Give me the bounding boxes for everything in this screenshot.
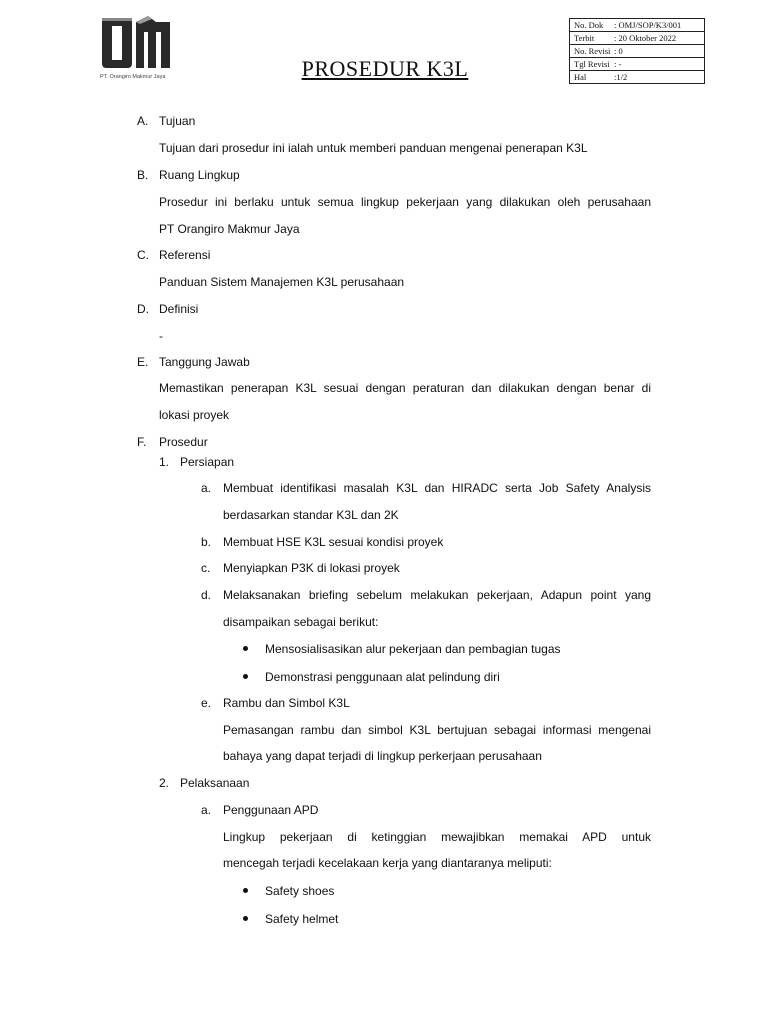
bullet-icon — [243, 646, 248, 651]
doc-info-row: Terbit : 20 Oktober 2022 — [570, 32, 704, 45]
step-number: 2. — [159, 776, 170, 790]
item-text: Menyiapkan P3K di lokasi proyek — [223, 561, 400, 575]
section-heading-prosedur: Prosedur — [159, 435, 208, 449]
item-letter: a. — [201, 481, 212, 495]
doc-info-row: No. Dok : OMJ/SOP/K3/001 — [570, 19, 704, 32]
section-body: PT Orangiro Makmur Jaya — [159, 222, 300, 236]
section-body: Tujuan dari prosedur ini ialah untuk memberi panduan mengenai penerapan K3L — [159, 141, 588, 155]
section-body: Panduan Sistem Manajemen K3L perusahaan — [159, 275, 405, 289]
bullet-text: Mensosialisasikan alur pekerjaan dan pembagian tugas — [265, 642, 561, 656]
page-title: PROSEDUR K3L — [301, 56, 469, 81]
logo-caption: PT. Orangiro Makmur Jaya — [100, 74, 166, 80]
bullet-text: Safety helmet — [265, 912, 339, 926]
doc-info-row: Hal :1/2 — [574, 72, 628, 82]
section-body: Prosedur ini berlaku untuk semua lingkup pekerjaan yang dilakukan oleh perusahaan — [159, 195, 651, 209]
document-info-box — [569, 18, 705, 84]
item-title: Penggunaan APD — [223, 803, 319, 817]
company-logo — [100, 12, 192, 84]
section-letter: E. — [137, 355, 149, 369]
bullet-icon — [243, 888, 248, 893]
item-title: Rambu dan Simbol K3L — [223, 696, 350, 710]
section-body: lokasi proyek — [159, 408, 230, 422]
section-letter: C. — [137, 248, 149, 262]
item-text: Lingkup pekerjaan di ketinggian mewajibkan memakai APD untuk — [223, 830, 651, 844]
item-letter: c. — [201, 561, 211, 575]
section-heading-definisi: Definisi — [159, 302, 199, 316]
item-text: disampaikan sebagai berikut: — [223, 615, 379, 629]
step-number: 1. — [159, 455, 170, 469]
step-label-pelaksanaan: Pelaksanaan — [180, 776, 250, 790]
item-text: Melaksanakan briefing sebelum melakukan pekerjaan, Adapun point yang — [223, 588, 651, 602]
item-text: Membuat HSE K3L sesuai kondisi proyek — [223, 535, 444, 549]
item-text: Membuat identifikasi masalah K3L dan HIRADC serta Job Safety Analysis — [223, 481, 651, 495]
bullet-text: Demonstrasi penggunaan alat pelindung diri — [265, 670, 500, 684]
item-letter: b. — [201, 535, 212, 549]
item-letter: a. — [201, 803, 212, 817]
item-letter: d. — [201, 588, 212, 602]
section-letter: B. — [137, 168, 149, 182]
doc-info-row: Tgl Revisi : - — [570, 58, 704, 71]
doc-info-row: No. Revisi : 0 — [570, 45, 704, 58]
section-body: Memastikan penerapan K3L sesuai dengan peraturan dan dilakukan dengan benar di — [159, 381, 651, 395]
section-heading-tanggung-jawab: Tanggung Jawab — [159, 355, 250, 369]
item-text: mencegah terjadi kecelakaan kerja yang diantaranya meliputi: — [223, 856, 552, 870]
section-heading-referensi: Referensi — [159, 248, 211, 262]
bullet-icon — [243, 916, 248, 921]
om-logo-mark — [100, 12, 172, 72]
item-text: Pemasangan rambu dan simbol K3L bertujuan sebagai informasi mengenai — [223, 723, 651, 737]
bullet-icon — [243, 674, 248, 679]
section-letter: D. — [137, 302, 149, 316]
step-label-persiapan: Persiapan — [180, 455, 235, 469]
section-heading-ruang-lingkup: Ruang Lingkup — [159, 168, 240, 182]
section-body: - — [159, 329, 163, 343]
section-heading-tujuan: Tujuan — [159, 114, 196, 128]
item-text: berdasarkan standar K3L dan 2K — [223, 508, 399, 522]
item-letter: e. — [201, 696, 212, 710]
bullet-text: Safety shoes — [265, 884, 335, 898]
item-text: bahaya yang dapat terjadi di lingkup perkerjaan perusahaan — [223, 749, 542, 763]
section-letter: A. — [137, 114, 149, 128]
section-letter: F. — [137, 435, 147, 449]
